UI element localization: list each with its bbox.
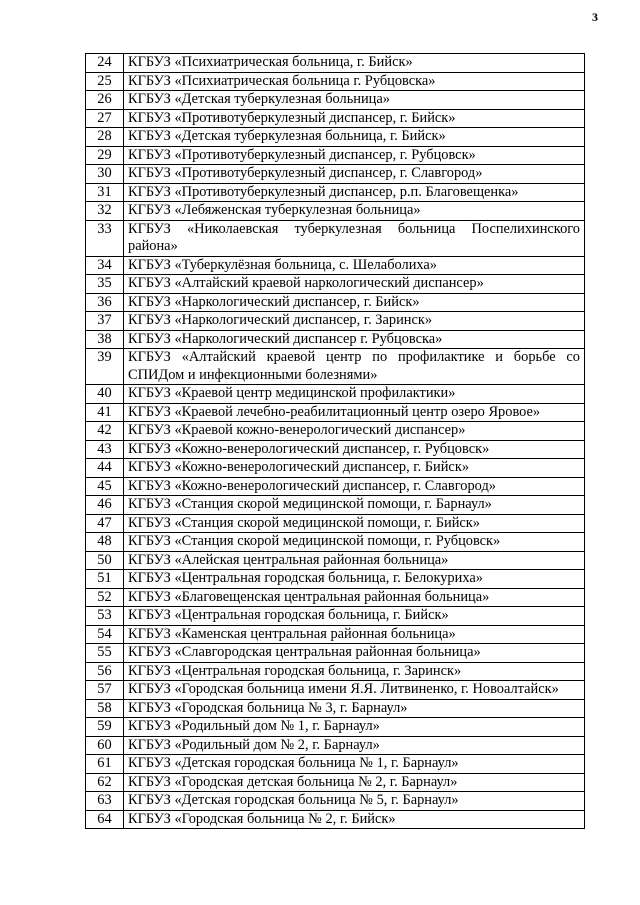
table-row [86,773,585,792]
table-row [86,422,585,441]
institution-name: КГБУЗ «Станция скорой медицинской помощи, г. Барнаул» [124,496,585,515]
institution-name: КГБУЗ «Николаевская туберкулезная больница Поспелихинского района» [124,220,585,256]
institution-name: КГБУЗ «Краевой центр медицинской профилактики» [124,385,585,404]
institution-name: КГБУЗ «Детская туберкулезная больница, г. Бийск» [124,128,585,147]
institution-name: КГБУЗ «Каменская центральная районная больница» [124,625,585,644]
table-row [86,514,585,533]
row-number: 64 [86,810,124,829]
institution-name: КГБУЗ «Лебяженская туберкулезная больница» [124,202,585,221]
institution-name: КГБУЗ «Алтайский краевой наркологический диспансер» [124,275,585,294]
row-number: 37 [86,312,124,331]
institution-name: КГБУЗ «Алейская центральная районная больница» [124,551,585,570]
institutions-table-body [86,54,585,829]
institution-name: КГБУЗ «Центральная городская больница, г. Заринск» [124,662,585,681]
row-number: 55 [86,644,124,663]
institution-name: КГБУЗ «Городская больница № 2, г. Бийск» [124,810,585,829]
row-number: 54 [86,625,124,644]
row-number: 28 [86,128,124,147]
table-row [86,275,585,294]
row-number: 44 [86,459,124,478]
row-number: 40 [86,385,124,404]
table-row [86,810,585,829]
row-number: 50 [86,551,124,570]
institution-name: КГБУЗ «Краевой лечебно-реабилитационный центр озеро Яровое» [124,403,585,422]
row-number: 46 [86,496,124,515]
row-number: 47 [86,514,124,533]
table-row [86,625,585,644]
row-number: 42 [86,422,124,441]
row-number: 34 [86,256,124,275]
table-row [86,551,585,570]
row-number: 48 [86,533,124,552]
row-number: 29 [86,146,124,165]
row-number: 51 [86,570,124,589]
table-row [86,718,585,737]
institution-name: КГБУЗ «Кожно-венерологический диспансер, г. Славгород» [124,477,585,496]
institution-name: КГБУЗ «Станция скорой медицинской помощи, г. Рубцовск» [124,533,585,552]
table-row [86,681,585,700]
row-number: 31 [86,183,124,202]
table-row [86,146,585,165]
table-row [86,165,585,184]
table-row [86,496,585,515]
institution-name: КГБУЗ «Наркологический диспансер, г. Заринск» [124,312,585,331]
institution-name: КГБУЗ «Благовещенская центральная районная больница» [124,588,585,607]
page-number: 3 [592,10,598,24]
institution-name: КГБУЗ «Психиатрическая больница, г. Бийск» [124,54,585,73]
institution-name: КГБУЗ «Детская городская больница № 1, г. Барнаул» [124,755,585,774]
row-number: 45 [86,477,124,496]
table-row [86,220,585,256]
table-row [86,293,585,312]
table-row [86,312,585,331]
table-row [86,91,585,110]
institution-name: КГБУЗ «Туберкулёзная больница, с. Шелаболиха» [124,256,585,275]
row-number: 35 [86,275,124,294]
row-number: 27 [86,109,124,128]
institution-name: КГБУЗ «Центральная городская больница, г. Белокуриха» [124,570,585,589]
table-row [86,330,585,349]
institution-name: КГБУЗ «Кожно-венерологический диспансер, г. Рубцовск» [124,440,585,459]
row-number: 41 [86,403,124,422]
table-row [86,459,585,478]
table-row [86,477,585,496]
table-row [86,54,585,73]
institution-name: КГБУЗ «Городская больница № 3, г. Барнаул» [124,699,585,718]
table-row [86,109,585,128]
table-row [86,349,585,385]
row-number: 62 [86,773,124,792]
institution-name: КГБУЗ «Городская больница имени Я.Я. Литвиненко, г. Новоалтайск» [124,681,585,700]
row-number: 36 [86,293,124,312]
table-row [86,699,585,718]
institution-name: КГБУЗ «Наркологический диспансер, г. Бийск» [124,293,585,312]
row-number: 32 [86,202,124,221]
table-row [86,440,585,459]
institution-name: КГБУЗ «Психиатрическая больница г. Рубцовска» [124,72,585,91]
institution-name: КГБУЗ «Станция скорой медицинской помощи, г. Бийск» [124,514,585,533]
row-number: 38 [86,330,124,349]
table-row [86,570,585,589]
row-number: 30 [86,165,124,184]
row-number: 43 [86,440,124,459]
table-row [86,202,585,221]
institution-name: КГБУЗ «Наркологический диспансер г. Рубцовска» [124,330,585,349]
row-number: 59 [86,718,124,737]
table-row [86,644,585,663]
institution-name: КГБУЗ «Центральная городская больница, г. Бийск» [124,607,585,626]
table-row [86,792,585,811]
row-number: 25 [86,72,124,91]
table-row [86,662,585,681]
row-number: 58 [86,699,124,718]
row-number: 56 [86,662,124,681]
row-number: 24 [86,54,124,73]
row-number: 33 [86,220,124,256]
institution-name: КГБУЗ «Городская детская больница № 2, г. Барнаул» [124,773,585,792]
row-number: 61 [86,755,124,774]
table-row [86,533,585,552]
institution-name: КГБУЗ «Кожно-венерологический диспансер, г. Бийск» [124,459,585,478]
row-number: 52 [86,588,124,607]
institutions-table [85,53,585,829]
institution-name: КГБУЗ «Славгородская центральная районная больница» [124,644,585,663]
row-number: 60 [86,736,124,755]
institution-name: КГБУЗ «Противотуберкулезный диспансер, г. Рубцовск» [124,146,585,165]
row-number: 39 [86,349,124,385]
table-row [86,403,585,422]
table-row [86,385,585,404]
table-row [86,736,585,755]
table-row [86,128,585,147]
institution-name: КГБУЗ «Противотуберкулезный диспансер, г. Славгород» [124,165,585,184]
institution-name: КГБУЗ «Родильный дом № 2, г. Барнаул» [124,736,585,755]
table-row [86,588,585,607]
table-row [86,72,585,91]
institution-name: КГБУЗ «Противотуберкулезный диспансер, р.п. Благовещенка» [124,183,585,202]
institution-name: КГБУЗ «Детская городская больница № 5, г. Барнаул» [124,792,585,811]
institution-name: КГБУЗ «Противотуберкулезный диспансер, г. Бийск» [124,109,585,128]
table-row [86,607,585,626]
row-number: 63 [86,792,124,811]
table-row [86,183,585,202]
table-row [86,755,585,774]
institution-name: КГБУЗ «Родильный дом № 1, г. Барнаул» [124,718,585,737]
institution-name: КГБУЗ «Детская туберкулезная больница» [124,91,585,110]
row-number: 53 [86,607,124,626]
institution-name: КГБУЗ «Алтайский краевой центр по профилактике и борьбе со СПИДом и инфекционными болезнями» [124,349,585,385]
table-row [86,256,585,275]
row-number: 26 [86,91,124,110]
institution-name: КГБУЗ «Краевой кожно-венерологический диспансер» [124,422,585,441]
row-number: 57 [86,681,124,700]
